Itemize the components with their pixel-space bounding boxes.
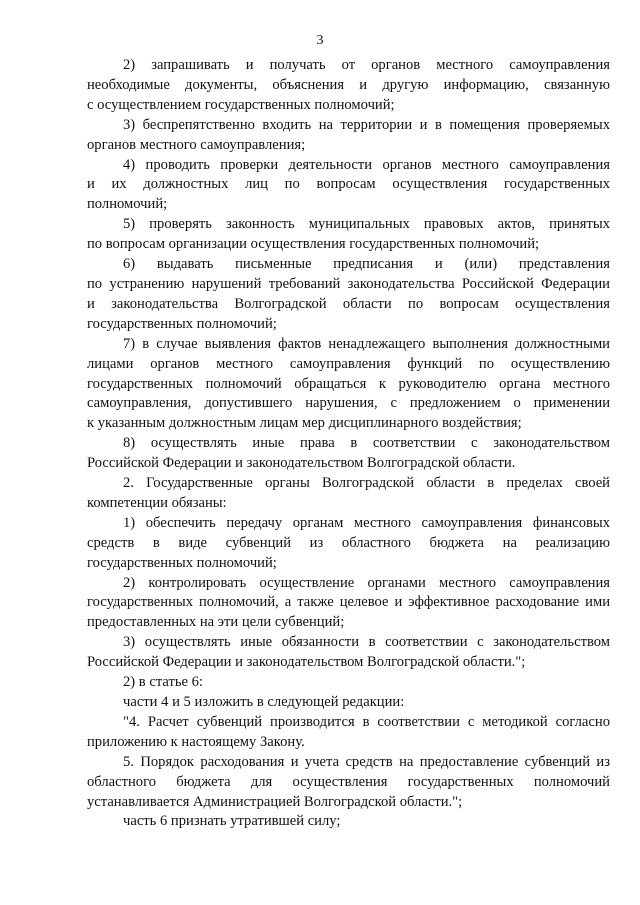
text-line: государственных полномочий, а также целевое и эффективное расходование ими (87, 594, 610, 611)
text-line: 3) осуществлять иные обязанности в соответствии с законодательством (123, 634, 610, 651)
paragraph-p8 (87, 434, 610, 474)
text-line: компетенции обязаны: (87, 494, 227, 511)
text-line: 4) проводить проверки деятельности органов местного самоуправления (123, 156, 610, 173)
text-line: к указанным должностным лицам мер дисциплинарного воздействия; (87, 415, 522, 432)
paragraph-p7 (87, 335, 610, 435)
text-line: лицами органов местного самоуправления функций по осуществлению (87, 355, 610, 372)
text-line: 1) обеспечить передачу органам местного самоуправления финансовых (123, 514, 610, 531)
text-line: приложению к настоящему Закону. (87, 733, 305, 750)
text-line: органов местного самоуправления; (87, 136, 306, 153)
text-line: предоставленных на эти цели субвенций; (87, 614, 345, 631)
page-number: 3 (316, 33, 324, 48)
paragraph-s2-1 (87, 514, 610, 574)
paragraph-p3 (87, 116, 610, 156)
text-line: 2) в статье 6: (123, 674, 203, 691)
text-line: часть 6 признать утратившей силу; (123, 813, 341, 830)
paragraph-a6 (87, 812, 610, 832)
text-line: Российской Федерации и законодательством Волгоградской области."; (87, 654, 526, 671)
text-line: 8) осуществлять иные права в соответствии с законодательством (123, 435, 610, 452)
text-line: по вопросам организации осуществления государственных полномочий; (87, 236, 540, 253)
paragraph-s2-2 (87, 574, 610, 634)
text-line: 2) запрашивать и получать от органов местного самоуправления (123, 57, 610, 73)
text-line: части 4 и 5 изложить в следующей редакции: (123, 694, 405, 710)
text-line: 5. Порядок расходования и учета средств на предоставление субвенций из (123, 753, 610, 770)
text-line: 5) проверять законность муниципальных правовых актов, принятых (123, 216, 610, 233)
text-line: устанавливается Администрацией Волгоградской области."; (87, 793, 463, 810)
paragraph-q5 (87, 753, 610, 813)
document-body (87, 56, 610, 832)
paragraph-p2 (87, 56, 610, 116)
text-line: государственных полномочий; (87, 315, 277, 332)
text-line: полномочий; (87, 196, 168, 213)
text-line: государственных полномочий; (87, 554, 277, 571)
paragraph-q4 (87, 713, 610, 753)
text-line: 6) выдавать письменные предписания и (или) представления (123, 256, 610, 273)
paragraph-a2-parts (87, 693, 610, 713)
text-line: 2) контролировать осуществление органами местного самоуправления (123, 574, 610, 591)
text-line: необходимые документы, объяснения и другую информацию, связанную (87, 76, 610, 93)
text-line: "4. Расчет субвенций производится в соответствии с методикой согласно (123, 713, 610, 730)
text-line: средств в виде субвенций из областного бюджета на реализацию (87, 534, 610, 551)
text-line: самоуправления, допустившего нарушения, с предложением о применении (87, 395, 610, 412)
paragraph-p5 (87, 215, 610, 255)
paragraph-p4 (87, 156, 610, 216)
paragraph-a2 (87, 673, 610, 693)
text-line: по устранению нарушений требований законодательства Российской Федерации (87, 275, 610, 292)
paragraph-s2 (87, 474, 610, 514)
text-line: и их должностных лиц по вопросам осуществления государственных (87, 176, 610, 193)
paragraph-p6 (87, 255, 610, 335)
paragraph-s2-3 (87, 633, 610, 673)
text-line: государственных полномочий обращаться к руководителю органа местного (87, 375, 610, 392)
text-line: с осуществлением государственных полномочий; (87, 96, 395, 113)
text-line: 2. Государственные органы Волгоградской области в пределах своей (123, 475, 610, 492)
text-line: Российской Федерации и законодательством Волгоградской области. (87, 455, 516, 472)
text-line: и законодательства Волгоградской области по вопросам осуществления (87, 295, 610, 312)
text-line: областного бюджета для осуществления государственных полномочий (87, 773, 610, 790)
text-line: 7) в случае выявления фактов ненадлежащего выполнения должностными (123, 335, 610, 352)
text-line: 3) беспрепятственно входить на территории и в помещения проверяемых (123, 116, 610, 133)
